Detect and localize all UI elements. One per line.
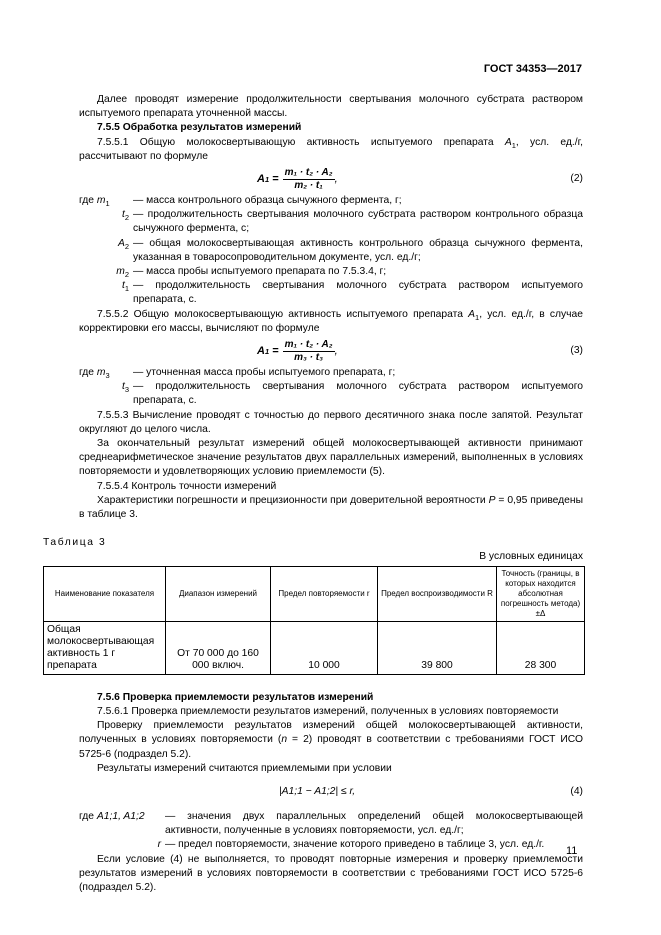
paragraph-7-5-5-3: 7.5.5.3 Вычисление проводят с точностью до первого десятичного знака после запятой. Результат округляют до целого числа. (79, 409, 583, 435)
formula-2-numerator: m₁ · t₂ · A₂ (284, 167, 333, 179)
definition-item: $t_2$ — продолжительность свертывания молочного субстрата раствором контрольного образца сычужного фермента, с; (121, 209, 583, 235)
formula-3-numerator: m₁ · t₂ · A₂ (284, 339, 333, 351)
table-header-cell: Предел воспроизводимости R (378, 566, 497, 621)
formula-2-definitions (79, 194, 583, 308)
formula-3-lhs: A (257, 345, 265, 358)
definition-item: $t_1$ — продолжительность свертывания молочного субстрата раствором испытуемого препарата, с. (121, 280, 583, 306)
formula-2-denominator: m₂ · t₁ (294, 180, 323, 192)
definition-item: где $m_3$ — уточненная масса пробы испытуемого препарата, г; (79, 367, 396, 381)
definition-item: где $m_1$ — масса контрольного образца сычужного фермента, г; (79, 195, 402, 209)
formula-4-definitions (79, 810, 583, 853)
table-header-cell: Диапазон измерений (166, 566, 271, 621)
check-paragraph: Проверку приемлемости результатов измерений общей молокосвертывающей активности, полученных в условиях повторяемости (n = 2) проводят в соответствии с требованиями ГОСТ ИСО 5725-6 (подраздел 5.2). (79, 720, 584, 760)
definition-item: r — предел повторяемости, значение которого приведено в таблице 3, усл. ед./г. (157, 839, 545, 851)
definition-item: $m_2$ — масса пробы испытуемого препарата по 7.5.3.4, г; (116, 266, 387, 280)
table-header-cell: Предел повторяемости r (271, 566, 378, 621)
table-cell: Общая молокосвертывающая активность 1 г препарата (44, 621, 166, 674)
paragraph-7-5-6-1: 7.5.6.1 Проверка приемлемости результатов измерений, полученных в условиях повторяемости (97, 705, 559, 717)
page-content (43, 93, 584, 895)
formula-2: A 1 = $\frac{\text{m₁ · t₂ · A₂}}{\text{m₂ · t₁}}$ , (2) (257, 167, 583, 192)
formula-4-number: (4) (570, 785, 583, 797)
definition-item: $A_2$ — общая молокосвертывающая активность контрольного образца сычужного фермента, указанная в товаросопроводительном документе, усл. ед./г; (117, 237, 583, 263)
formula-2-fraction (283, 167, 335, 192)
document-code: ГОСТ 34353—2017 (483, 63, 582, 75)
formula-3-definitions (79, 366, 583, 409)
table-caption: Таблица 3 (43, 537, 107, 549)
accept-paragraph: Результаты измерений считаются приемлемыми при условии (97, 762, 392, 774)
table-cell: 39 800 (378, 621, 497, 674)
formula-4 (79, 782, 583, 806)
fail-paragraph: Если условие (4) не выполняется, то проводят повторные измерения и проверку приемлемости результатов измерений в условиях повторяемости в соответствии с требованиями ГОСТ ИСО 5725-6 (подраздел 5.2). (79, 853, 583, 893)
intro-paragraph: Далее проводят измерение продолжительности свертывания молочного субстрата раствором испытуемого препарата уточненной массы. (79, 94, 583, 120)
formula-3-denominator: m₃ · t₃ (294, 352, 323, 364)
table-units: В условных единицах (479, 551, 583, 563)
formula-4-expression: |A1;1 − A1;2| ≤ r, (279, 785, 356, 797)
table-cell: 28 300 (497, 621, 585, 674)
table-3 (43, 566, 585, 675)
table-header-cell: Точность (границы, в которых находится абсолютная погрешность метода) ±Δ (497, 566, 585, 621)
formula-3-number: (3) (570, 345, 583, 357)
definition-item: $t_3$ — продолжительность свертывания молочного субстрата раствором испытуемого препарата, с. (121, 381, 583, 407)
final-result-paragraph: За окончательный результат измерений общей молокосвертывающей активности принимают среднеарифметическое значение результатов двух параллельных измерений, выполненных в условиях повторяемости и удовлетворяющих условию приемлемости (5). (79, 438, 583, 478)
formula-3-fraction (283, 339, 335, 364)
table-cell: От 70 000 до 160 000 включ. (166, 621, 271, 674)
paragraph-7-5-5-4: 7.5.5.4 Контроль точности измерений (97, 480, 277, 492)
formula-3: A 1 = $\frac{\text{m₁ · t₂ · A₂}}{\text{m₃ · t₃}}$ , (3) (257, 339, 583, 364)
section-title-7-5-5: 7.5.5 Обработка результатов измерений (97, 122, 302, 134)
table-cell: 10 000 (271, 621, 378, 674)
paragraph-7-5-5-2: 7.5.5.2 Общую молокосвертывающую активность испытуемого препарата $A_1$, усл. ед./г, в случае корректировки его массы, вычисляют по формуле (79, 308, 583, 334)
page-number: 11 (566, 845, 578, 857)
table-row (44, 621, 585, 674)
characteristics-paragraph: Характеристики погрешности и прецизионности при доверительной вероятности P = 0,95 приведены в таблице 3. (79, 494, 583, 521)
table-header-cell: Наименование показателя (44, 566, 166, 621)
formula-2-number: (2) (570, 173, 583, 185)
formula-2-lhs: A (257, 173, 265, 186)
table-header-row (44, 566, 585, 621)
paragraph-7-5-5-1: 7.5.5.1 Общую молокосвертывающую активность испытуемого препарата $A_1$, усл. ед./г, рассчитывают по формуле (79, 136, 583, 162)
section-title-7-5-6: 7.5.6 Проверка приемлемости результатов измерений (97, 691, 374, 703)
definition-item: где A1;1, A1;2 — значения двух параллельных определений общей молокосвертывающей активности, полученные в условиях повторяемости, усл. ед./г; (79, 810, 583, 837)
